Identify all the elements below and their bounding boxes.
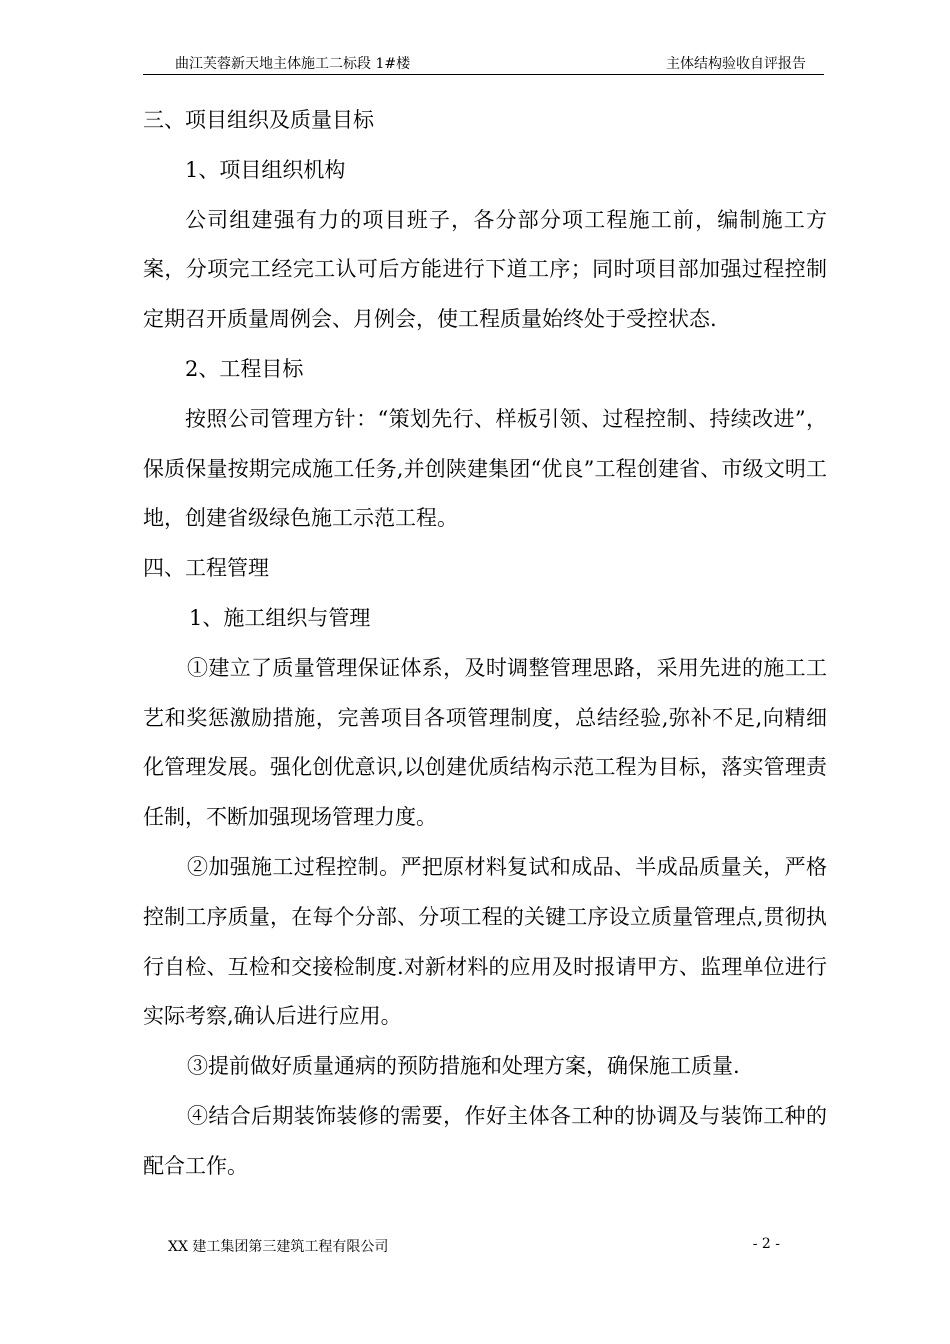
header-project-title: 曲江芙蓉新天地主体施工二标段 1#楼 <box>175 56 411 72</box>
section-3-2-paragraph: 按照公司管理方针：“策划先行、样板引领、过程控制、持续改进”，保质保量按期完成施工任务,并创陕建集团“优良”工程创建省、市级文明工地，创建省级绿色施工示范工程。 <box>143 406 827 531</box>
page-header <box>143 52 824 75</box>
section-3-1-heading: 1、项目组织机构 <box>185 157 346 182</box>
list-item-2: ②加强施工过程控制。严把原材料复试和成品、半成品质量关，严格控制工序质量，在每个分部、分项工程的关键工序设立质量管理点,贯彻执行自检、互检和交接检制度.对新材料的应用及时报请甲方、监理单位进行实际考察,确认后进行应用。 <box>143 854 827 1029</box>
page-number: - 2 - <box>752 1236 780 1252</box>
list-item-3: ③提前做好质量通病的预防措施和处理方案，确保施工质量. <box>187 1054 740 1079</box>
section-3-2-heading: 2、工程目标 <box>185 356 304 381</box>
list-item-4: ④结合后期装饰装修的需要，作好主体各工种的协调及与装饰工种的配合工作。 <box>143 1103 827 1178</box>
section-4-1-heading: 1、施工组织与管理 <box>189 605 371 630</box>
document-body <box>143 96 827 1192</box>
section-4-heading: 四、工程管理 <box>143 556 269 581</box>
header-report-title: 主体结构验收自评报告 <box>666 56 806 72</box>
list-item-1: ①建立了质量管理保证体系，及时调整管理思路，采用先进的施工工艺和奖惩激励措施，完善项目各项管理制度，总结经验,弥补不足,向精细化管理发展。强化创优意识,以创建优质结构示范工程为目标，落实管理责任制，不断加强现场管理力度。 <box>143 655 827 830</box>
section-3-1-paragraph: 公司组建强有力的项目班子，各分部分项工程施工前，编制施工方案，分项完工经完工认可后方能进行下道工序；同时项目部加强过程控制定期召开质量周例会、月例会，使工程质量始终处于受控状态. <box>143 207 827 332</box>
section-3-heading: 三、项目组织及质量目标 <box>143 108 374 132</box>
footer-company-name: XX 建工集团第三建筑工程有限公司 <box>168 1239 389 1255</box>
